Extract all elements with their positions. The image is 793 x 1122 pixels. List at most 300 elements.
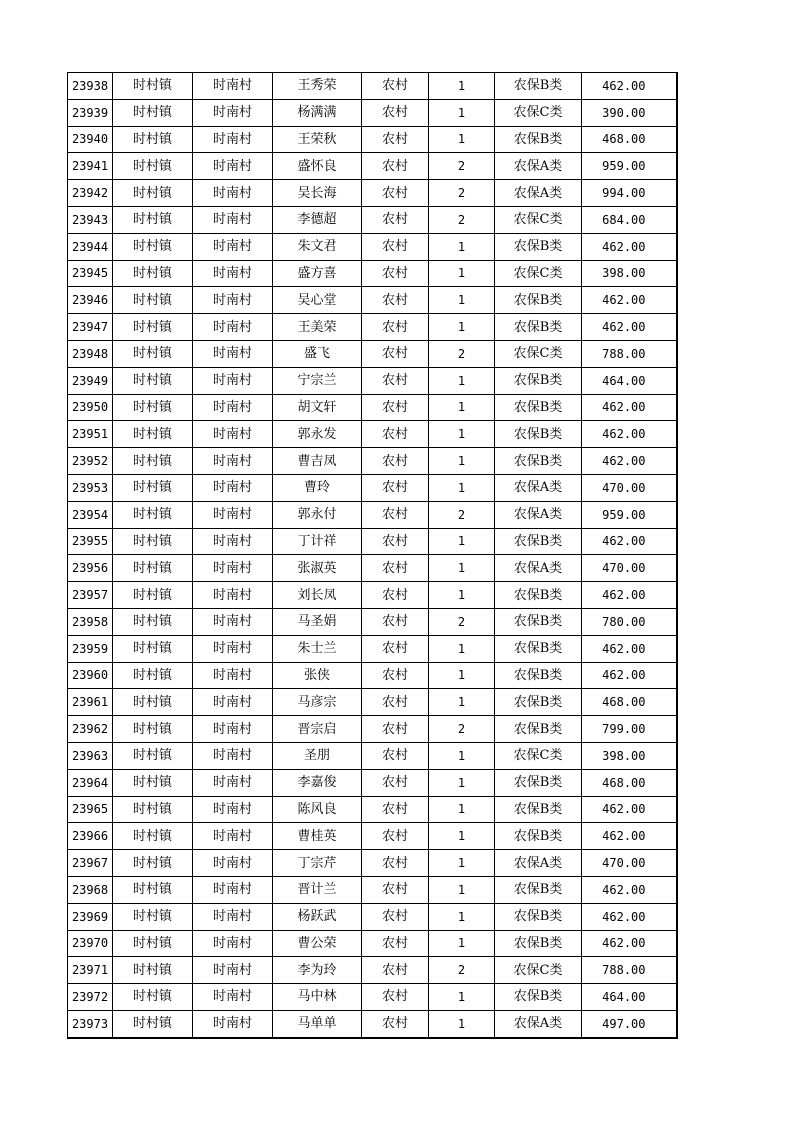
- town-cell: 时村镇: [113, 957, 193, 984]
- insurance-class-cell: 农保B类: [495, 421, 582, 448]
- household-size-cell: 2: [429, 206, 495, 233]
- table-row: [68, 608, 677, 635]
- household-size-cell: 2: [429, 153, 495, 180]
- household-size-cell: 1: [429, 850, 495, 877]
- row-number-cell: 23960: [68, 662, 113, 689]
- household-size-cell: 1: [429, 796, 495, 823]
- insurance-class-cell: 农保B类: [495, 769, 582, 796]
- household-size-cell: 1: [429, 769, 495, 796]
- row-number-cell: 23957: [68, 582, 113, 609]
- town-cell: 时村镇: [113, 635, 193, 662]
- amount-cell: 788.00: [582, 957, 677, 984]
- insurance-class-cell: 农保B类: [495, 984, 582, 1011]
- household-size-cell: 1: [429, 823, 495, 850]
- table-row: [68, 1010, 677, 1037]
- village-cell: 时南村: [193, 876, 273, 903]
- village-cell: 时南村: [193, 984, 273, 1011]
- area-type-cell: 农村: [362, 742, 429, 769]
- amount-cell: 462.00: [582, 582, 677, 609]
- table-body: [68, 73, 677, 1038]
- name-cell: 张淑英: [273, 555, 362, 582]
- village-cell: 时南村: [193, 421, 273, 448]
- table-row: [68, 206, 677, 233]
- town-cell: 时村镇: [113, 367, 193, 394]
- insurance-class-cell: 农保B类: [495, 367, 582, 394]
- row-number-cell: 23950: [68, 394, 113, 421]
- amount-cell: 470.00: [582, 555, 677, 582]
- insurance-class-cell: 农保B类: [495, 582, 582, 609]
- amount-cell: 390.00: [582, 99, 677, 126]
- area-type-cell: 农村: [362, 555, 429, 582]
- area-type-cell: 农村: [362, 608, 429, 635]
- table-row: [68, 99, 677, 126]
- household-size-cell: 1: [429, 73, 495, 100]
- row-number-cell: 23948: [68, 340, 113, 367]
- village-cell: 时南村: [193, 582, 273, 609]
- name-cell: 盛飞: [273, 340, 362, 367]
- insurance-class-cell: 农保B类: [495, 448, 582, 475]
- row-number-cell: 23938: [68, 73, 113, 100]
- name-cell: 马中林: [273, 984, 362, 1011]
- town-cell: 时村镇: [113, 608, 193, 635]
- area-type-cell: 农村: [362, 796, 429, 823]
- amount-cell: 462.00: [582, 823, 677, 850]
- household-size-cell: 1: [429, 394, 495, 421]
- amount-cell: 497.00: [582, 1010, 677, 1037]
- row-number-cell: 23954: [68, 501, 113, 528]
- village-cell: 时南村: [193, 528, 273, 555]
- row-number-cell: 23955: [68, 528, 113, 555]
- amount-cell: 464.00: [582, 984, 677, 1011]
- table-row: [68, 126, 677, 153]
- insurance-class-cell: 农保B类: [495, 689, 582, 716]
- amount-cell: 462.00: [582, 903, 677, 930]
- table-row: [68, 582, 677, 609]
- area-type-cell: 农村: [362, 850, 429, 877]
- area-type-cell: 农村: [362, 662, 429, 689]
- village-cell: 时南村: [193, 957, 273, 984]
- insurance-class-cell: 农保B类: [495, 287, 582, 314]
- name-cell: 丁计祥: [273, 528, 362, 555]
- village-cell: 时南村: [193, 474, 273, 501]
- name-cell: 吴长海: [273, 180, 362, 207]
- table-row: [68, 850, 677, 877]
- household-size-cell: 1: [429, 528, 495, 555]
- name-cell: 胡文轩: [273, 394, 362, 421]
- table-row: [68, 742, 677, 769]
- table-row: [68, 796, 677, 823]
- town-cell: 时村镇: [113, 501, 193, 528]
- row-number-cell: 23959: [68, 635, 113, 662]
- village-cell: 时南村: [193, 796, 273, 823]
- household-size-cell: 2: [429, 501, 495, 528]
- amount-cell: 959.00: [582, 501, 677, 528]
- household-size-cell: 1: [429, 930, 495, 957]
- table-row: [68, 153, 677, 180]
- area-type-cell: 农村: [362, 73, 429, 100]
- area-type-cell: 农村: [362, 314, 429, 341]
- household-size-cell: 1: [429, 662, 495, 689]
- insurance-class-cell: 农保A类: [495, 1010, 582, 1037]
- name-cell: 宁宗兰: [273, 367, 362, 394]
- town-cell: 时村镇: [113, 99, 193, 126]
- insurance-class-cell: 农保C类: [495, 260, 582, 287]
- household-size-cell: 1: [429, 635, 495, 662]
- area-type-cell: 农村: [362, 876, 429, 903]
- household-size-cell: 2: [429, 716, 495, 743]
- insurance-class-cell: 农保C类: [495, 99, 582, 126]
- table-row: [68, 448, 677, 475]
- row-number-cell: 23942: [68, 180, 113, 207]
- amount-cell: 462.00: [582, 73, 677, 100]
- household-size-cell: 1: [429, 555, 495, 582]
- amount-cell: 799.00: [582, 716, 677, 743]
- area-type-cell: 农村: [362, 126, 429, 153]
- row-number-cell: 23941: [68, 153, 113, 180]
- insurance-class-cell: 农保C类: [495, 957, 582, 984]
- row-number-cell: 23966: [68, 823, 113, 850]
- amount-cell: 470.00: [582, 474, 677, 501]
- insurance-class-cell: 农保B类: [495, 903, 582, 930]
- area-type-cell: 农村: [362, 394, 429, 421]
- village-cell: 时南村: [193, 314, 273, 341]
- name-cell: 马彦宗: [273, 689, 362, 716]
- village-cell: 时南村: [193, 823, 273, 850]
- household-size-cell: 1: [429, 287, 495, 314]
- amount-cell: 398.00: [582, 742, 677, 769]
- household-size-cell: 1: [429, 448, 495, 475]
- table-row: [68, 716, 677, 743]
- row-number-cell: 23944: [68, 233, 113, 260]
- village-cell: 时南村: [193, 689, 273, 716]
- area-type-cell: 农村: [362, 474, 429, 501]
- row-number-cell: 23943: [68, 206, 113, 233]
- household-size-cell: 1: [429, 876, 495, 903]
- row-number-cell: 23949: [68, 367, 113, 394]
- row-number-cell: 23951: [68, 421, 113, 448]
- table-row: [68, 367, 677, 394]
- household-size-cell: 2: [429, 608, 495, 635]
- household-size-cell: 1: [429, 984, 495, 1011]
- name-cell: 圣朋: [273, 742, 362, 769]
- town-cell: 时村镇: [113, 126, 193, 153]
- household-size-cell: 1: [429, 421, 495, 448]
- household-size-cell: 1: [429, 367, 495, 394]
- row-number-cell: 23953: [68, 474, 113, 501]
- amount-cell: 462.00: [582, 287, 677, 314]
- village-cell: 时南村: [193, 1010, 273, 1037]
- area-type-cell: 农村: [362, 340, 429, 367]
- name-cell: 张侠: [273, 662, 362, 689]
- table-row: [68, 984, 677, 1011]
- area-type-cell: 农村: [362, 206, 429, 233]
- area-type-cell: 农村: [362, 233, 429, 260]
- town-cell: 时村镇: [113, 474, 193, 501]
- village-cell: 时南村: [193, 448, 273, 475]
- household-size-cell: 2: [429, 340, 495, 367]
- table-row: [68, 689, 677, 716]
- area-type-cell: 农村: [362, 528, 429, 555]
- village-cell: 时南村: [193, 206, 273, 233]
- name-cell: 朱士兰: [273, 635, 362, 662]
- area-type-cell: 农村: [362, 823, 429, 850]
- village-cell: 时南村: [193, 716, 273, 743]
- insurance-class-cell: 农保B类: [495, 608, 582, 635]
- row-number-cell: 23940: [68, 126, 113, 153]
- name-cell: 杨跃武: [273, 903, 362, 930]
- village-cell: 时南村: [193, 73, 273, 100]
- town-cell: 时村镇: [113, 850, 193, 877]
- name-cell: 马单单: [273, 1010, 362, 1037]
- name-cell: 晋计兰: [273, 876, 362, 903]
- name-cell: 刘长凤: [273, 582, 362, 609]
- name-cell: 曹玲: [273, 474, 362, 501]
- area-type-cell: 农村: [362, 153, 429, 180]
- household-size-cell: 1: [429, 126, 495, 153]
- amount-cell: 470.00: [582, 850, 677, 877]
- insurance-class-cell: 农保B类: [495, 126, 582, 153]
- amount-cell: 462.00: [582, 528, 677, 555]
- town-cell: 时村镇: [113, 394, 193, 421]
- town-cell: 时村镇: [113, 153, 193, 180]
- village-cell: 时南村: [193, 260, 273, 287]
- amount-cell: 780.00: [582, 608, 677, 635]
- name-cell: 杨满满: [273, 99, 362, 126]
- amount-cell: 468.00: [582, 126, 677, 153]
- table-row: [68, 903, 677, 930]
- village-cell: 时南村: [193, 850, 273, 877]
- town-cell: 时村镇: [113, 716, 193, 743]
- amount-cell: 462.00: [582, 662, 677, 689]
- data-table: [67, 72, 678, 1039]
- table-row: [68, 930, 677, 957]
- household-size-cell: 2: [429, 180, 495, 207]
- name-cell: 吴心堂: [273, 287, 362, 314]
- insurance-class-cell: 农保B类: [495, 528, 582, 555]
- town-cell: 时村镇: [113, 582, 193, 609]
- table-row: [68, 314, 677, 341]
- row-number-cell: 23939: [68, 99, 113, 126]
- village-cell: 时南村: [193, 555, 273, 582]
- name-cell: 朱文君: [273, 233, 362, 260]
- village-cell: 时南村: [193, 287, 273, 314]
- town-cell: 时村镇: [113, 984, 193, 1011]
- household-size-cell: 1: [429, 903, 495, 930]
- town-cell: 时村镇: [113, 448, 193, 475]
- village-cell: 时南村: [193, 769, 273, 796]
- area-type-cell: 农村: [362, 367, 429, 394]
- table-row: [68, 957, 677, 984]
- name-cell: 盛方喜: [273, 260, 362, 287]
- table-row: [68, 635, 677, 662]
- row-number-cell: 23964: [68, 769, 113, 796]
- amount-cell: 398.00: [582, 260, 677, 287]
- name-cell: 李德超: [273, 206, 362, 233]
- table-row: [68, 340, 677, 367]
- name-cell: 李为玲: [273, 957, 362, 984]
- name-cell: 曹公荣: [273, 930, 362, 957]
- name-cell: 李嘉俊: [273, 769, 362, 796]
- row-number-cell: 23968: [68, 876, 113, 903]
- insurance-class-cell: 农保B类: [495, 796, 582, 823]
- name-cell: 王秀荣: [273, 73, 362, 100]
- household-size-cell: 1: [429, 582, 495, 609]
- household-size-cell: 1: [429, 314, 495, 341]
- town-cell: 时村镇: [113, 340, 193, 367]
- area-type-cell: 农村: [362, 448, 429, 475]
- amount-cell: 462.00: [582, 635, 677, 662]
- amount-cell: 994.00: [582, 180, 677, 207]
- town-cell: 时村镇: [113, 796, 193, 823]
- name-cell: 王美荣: [273, 314, 362, 341]
- name-cell: 陈风良: [273, 796, 362, 823]
- amount-cell: 462.00: [582, 233, 677, 260]
- amount-cell: 684.00: [582, 206, 677, 233]
- row-number-cell: 23946: [68, 287, 113, 314]
- insurance-class-cell: 农保B类: [495, 635, 582, 662]
- town-cell: 时村镇: [113, 742, 193, 769]
- row-number-cell: 23963: [68, 742, 113, 769]
- town-cell: 时村镇: [113, 823, 193, 850]
- insurance-class-cell: 农保C类: [495, 206, 582, 233]
- area-type-cell: 农村: [362, 501, 429, 528]
- village-cell: 时南村: [193, 340, 273, 367]
- household-size-cell: 1: [429, 99, 495, 126]
- table-row: [68, 287, 677, 314]
- village-cell: 时南村: [193, 742, 273, 769]
- village-cell: 时南村: [193, 394, 273, 421]
- table-row: [68, 394, 677, 421]
- insurance-class-cell: 农保B类: [495, 662, 582, 689]
- household-size-cell: 1: [429, 1010, 495, 1037]
- town-cell: 时村镇: [113, 930, 193, 957]
- household-size-cell: 1: [429, 474, 495, 501]
- row-number-cell: 23945: [68, 260, 113, 287]
- amount-cell: 462.00: [582, 448, 677, 475]
- area-type-cell: 农村: [362, 260, 429, 287]
- village-cell: 时南村: [193, 903, 273, 930]
- insurance-class-cell: 农保A类: [495, 501, 582, 528]
- household-size-cell: 2: [429, 957, 495, 984]
- town-cell: 时村镇: [113, 180, 193, 207]
- area-type-cell: 农村: [362, 957, 429, 984]
- row-number-cell: 23972: [68, 984, 113, 1011]
- insurance-class-cell: 农保B类: [495, 930, 582, 957]
- area-type-cell: 农村: [362, 287, 429, 314]
- insurance-class-cell: 农保B类: [495, 233, 582, 260]
- village-cell: 时南村: [193, 662, 273, 689]
- village-cell: 时南村: [193, 608, 273, 635]
- amount-cell: 468.00: [582, 769, 677, 796]
- area-type-cell: 农村: [362, 1010, 429, 1037]
- name-cell: 丁宗芹: [273, 850, 362, 877]
- town-cell: 时村镇: [113, 314, 193, 341]
- amount-cell: 462.00: [582, 796, 677, 823]
- row-number-cell: 23971: [68, 957, 113, 984]
- area-type-cell: 农村: [362, 421, 429, 448]
- insurance-class-cell: 农保B类: [495, 876, 582, 903]
- area-type-cell: 农村: [362, 930, 429, 957]
- table-row: [68, 260, 677, 287]
- row-number-cell: 23967: [68, 850, 113, 877]
- town-cell: 时村镇: [113, 662, 193, 689]
- area-type-cell: 农村: [362, 582, 429, 609]
- area-type-cell: 农村: [362, 689, 429, 716]
- row-number-cell: 23970: [68, 930, 113, 957]
- amount-cell: 462.00: [582, 314, 677, 341]
- town-cell: 时村镇: [113, 876, 193, 903]
- town-cell: 时村镇: [113, 233, 193, 260]
- table-row: [68, 474, 677, 501]
- table-row: [68, 501, 677, 528]
- village-cell: 时南村: [193, 126, 273, 153]
- town-cell: 时村镇: [113, 73, 193, 100]
- amount-cell: 959.00: [582, 153, 677, 180]
- household-size-cell: 1: [429, 260, 495, 287]
- table-row: [68, 421, 677, 448]
- insurance-class-cell: 农保A类: [495, 474, 582, 501]
- amount-cell: 462.00: [582, 930, 677, 957]
- insurance-class-cell: 农保B类: [495, 394, 582, 421]
- area-type-cell: 农村: [362, 180, 429, 207]
- insurance-class-cell: 农保C类: [495, 340, 582, 367]
- row-number-cell: 23965: [68, 796, 113, 823]
- insurance-class-cell: 农保A类: [495, 153, 582, 180]
- amount-cell: 788.00: [582, 340, 677, 367]
- amount-cell: 468.00: [582, 689, 677, 716]
- table-row: [68, 555, 677, 582]
- area-type-cell: 农村: [362, 769, 429, 796]
- village-cell: 时南村: [193, 501, 273, 528]
- name-cell: 郭永发: [273, 421, 362, 448]
- name-cell: 盛怀良: [273, 153, 362, 180]
- village-cell: 时南村: [193, 153, 273, 180]
- row-number-cell: 23961: [68, 689, 113, 716]
- household-size-cell: 1: [429, 689, 495, 716]
- row-number-cell: 23958: [68, 608, 113, 635]
- table-row: [68, 233, 677, 260]
- area-type-cell: 农村: [362, 99, 429, 126]
- amount-cell: 464.00: [582, 367, 677, 394]
- table-row: [68, 823, 677, 850]
- town-cell: 时村镇: [113, 555, 193, 582]
- name-cell: 马圣娟: [273, 608, 362, 635]
- area-type-cell: 农村: [362, 903, 429, 930]
- name-cell: 郭永付: [273, 501, 362, 528]
- town-cell: 时村镇: [113, 528, 193, 555]
- area-type-cell: 农村: [362, 635, 429, 662]
- row-number-cell: 23947: [68, 314, 113, 341]
- name-cell: 晋宗启: [273, 716, 362, 743]
- town-cell: 时村镇: [113, 1010, 193, 1037]
- amount-cell: 462.00: [582, 394, 677, 421]
- table-row: [68, 769, 677, 796]
- village-cell: 时南村: [193, 930, 273, 957]
- village-cell: 时南村: [193, 367, 273, 394]
- town-cell: 时村镇: [113, 689, 193, 716]
- table-row: [68, 73, 677, 100]
- town-cell: 时村镇: [113, 260, 193, 287]
- row-number-cell: 23962: [68, 716, 113, 743]
- row-number-cell: 23952: [68, 448, 113, 475]
- table-row: [68, 180, 677, 207]
- row-number-cell: 23969: [68, 903, 113, 930]
- town-cell: 时村镇: [113, 206, 193, 233]
- name-cell: 王荣秋: [273, 126, 362, 153]
- insurance-class-cell: 农保B类: [495, 314, 582, 341]
- village-cell: 时南村: [193, 635, 273, 662]
- insurance-class-cell: 农保B类: [495, 73, 582, 100]
